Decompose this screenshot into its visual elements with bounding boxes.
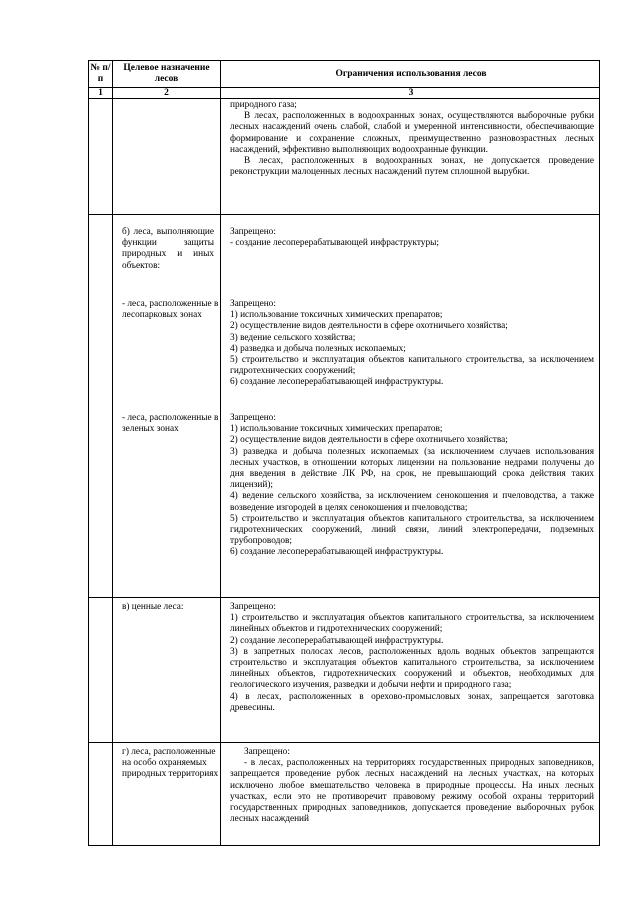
column-number-3: 3 bbox=[408, 88, 414, 98]
continuation-paragraph: В лесах, расположенных в водоохранных зонах, не допускается проведение реконструкции малоценных лесных насаждений путем сплошной вырубки. bbox=[230, 156, 594, 178]
column-divider bbox=[220, 61, 221, 845]
category-v-text: Запрещено: 1) строительство и эксплуатация объектов капитального строительства, за исключением линейных объектов и гидротехнических сооружений; 2) создание лесоперерабатывающей инфраструктуры. 3) в запретных полосах лесов, расположенных вдоль водных объектов запрещаются строительство и эксплуатация объектов капитального строительства, за исключением линейных объектов, гидротехнических сооружений и объектов, необходимых для геологического изучения, разведки и добычи нефти и природного газа; 4) в лесах, расположенных в орехово-промысловых зонах, запрещается заготовка древесины. bbox=[230, 602, 594, 713]
category-g-paragraph: - в лесах, расположенных на территориях государственных природных заповедников, запрещается проведение рубок лесных насаждений на лесных участках, на которых исключено любое вмешательство человека в природные процессы. На иных лесных участках, если это не противоречит правовому режиму особой охраны территорий государственных природных заповедников, допускается проведение выборочных рубок лесных насаждений bbox=[230, 758, 594, 825]
category-b-green-zone-text: Запрещено: 1) использование токсичных химических препаратов; 2) осуществление видов деятельности в сфере охотничьего хозяйства; 3) разведка и добыча полезных ископаемых (за исключением случаев использования лесных участков, в отношении которых лицензии на пользование недрами получены до дня введения в действие ЛК РФ, на срок, не превышающий срока действия таких лицензий); 4) ведение сельского хозяйства, за исключением сенокошения и пчеловодства, а также возведение изгородей в целях сенокошения и пчеловодства; 5) строительство и эксплуатация объектов капитального строительства, за исключением гидротехнических сооружений, линий связи, линий электропередачи, подземных трубопроводов; 6) создание лесоперерабатывающей инфраструктуры. bbox=[230, 413, 594, 558]
column-number-2: 2 bbox=[164, 88, 169, 98]
continuation-paragraph: природного газа; bbox=[230, 100, 297, 110]
category-b-label: б) леса, выполняющие функции защиты природных и иных объектов: bbox=[122, 227, 214, 271]
category-b-forest-park-text: Запрещено: 1) использование токсичных химических препаратов; 2) осуществление видов деятельности в сфере охотничьего хозяйства; 3) ведение сельского хозяйства; 4) разведка и добыча полезных ископаемых; 5) строительство и эксплуатация объектов капитального строительства, за исключением гидротехнических сооружений; 6) создание лесоперерабатывающей инфраструктуры. bbox=[230, 299, 594, 388]
category-b-green-zone-label: - леса, расположенные в зеленых зонах bbox=[122, 413, 219, 435]
column-divider bbox=[112, 61, 113, 845]
continuation-text bbox=[230, 100, 594, 178]
row-divider bbox=[89, 597, 599, 598]
category-v-label: в) ценные леса: bbox=[122, 602, 184, 612]
header-purpose: Целевое назначение лесов bbox=[123, 63, 210, 84]
column-number-1: 1 bbox=[98, 88, 103, 98]
category-g-paragraph: Запрещено: bbox=[244, 747, 290, 757]
category-g-text bbox=[230, 747, 594, 825]
category-g-label: г) леса, расположенные на особо охраняемых природных территориях bbox=[122, 747, 219, 780]
row-divider bbox=[89, 214, 599, 215]
category-b-text: Запрещено: - создание лесоперерабатывающей инфраструктуры; bbox=[230, 227, 439, 249]
header-restrictions: Ограничения использования лесов bbox=[335, 69, 487, 79]
category-b-forest-park-label: - леса, расположенные в лесопарковых зонах bbox=[122, 299, 219, 321]
regulation-table bbox=[88, 60, 600, 846]
row-divider bbox=[89, 742, 599, 743]
continuation-paragraph: В лесах, расположенных в водоохранных зонах, осуществляются выборочные рубки лесных насаждений очень слабой, слабой и умеренной интенсивности, обеспечивающие формирование и сохранение сложных, преимущественно разновозрастных лесных насаждений, эффективно выполняющих водоохранные функции. bbox=[230, 111, 594, 155]
header-number: № п/п bbox=[90, 63, 111, 84]
